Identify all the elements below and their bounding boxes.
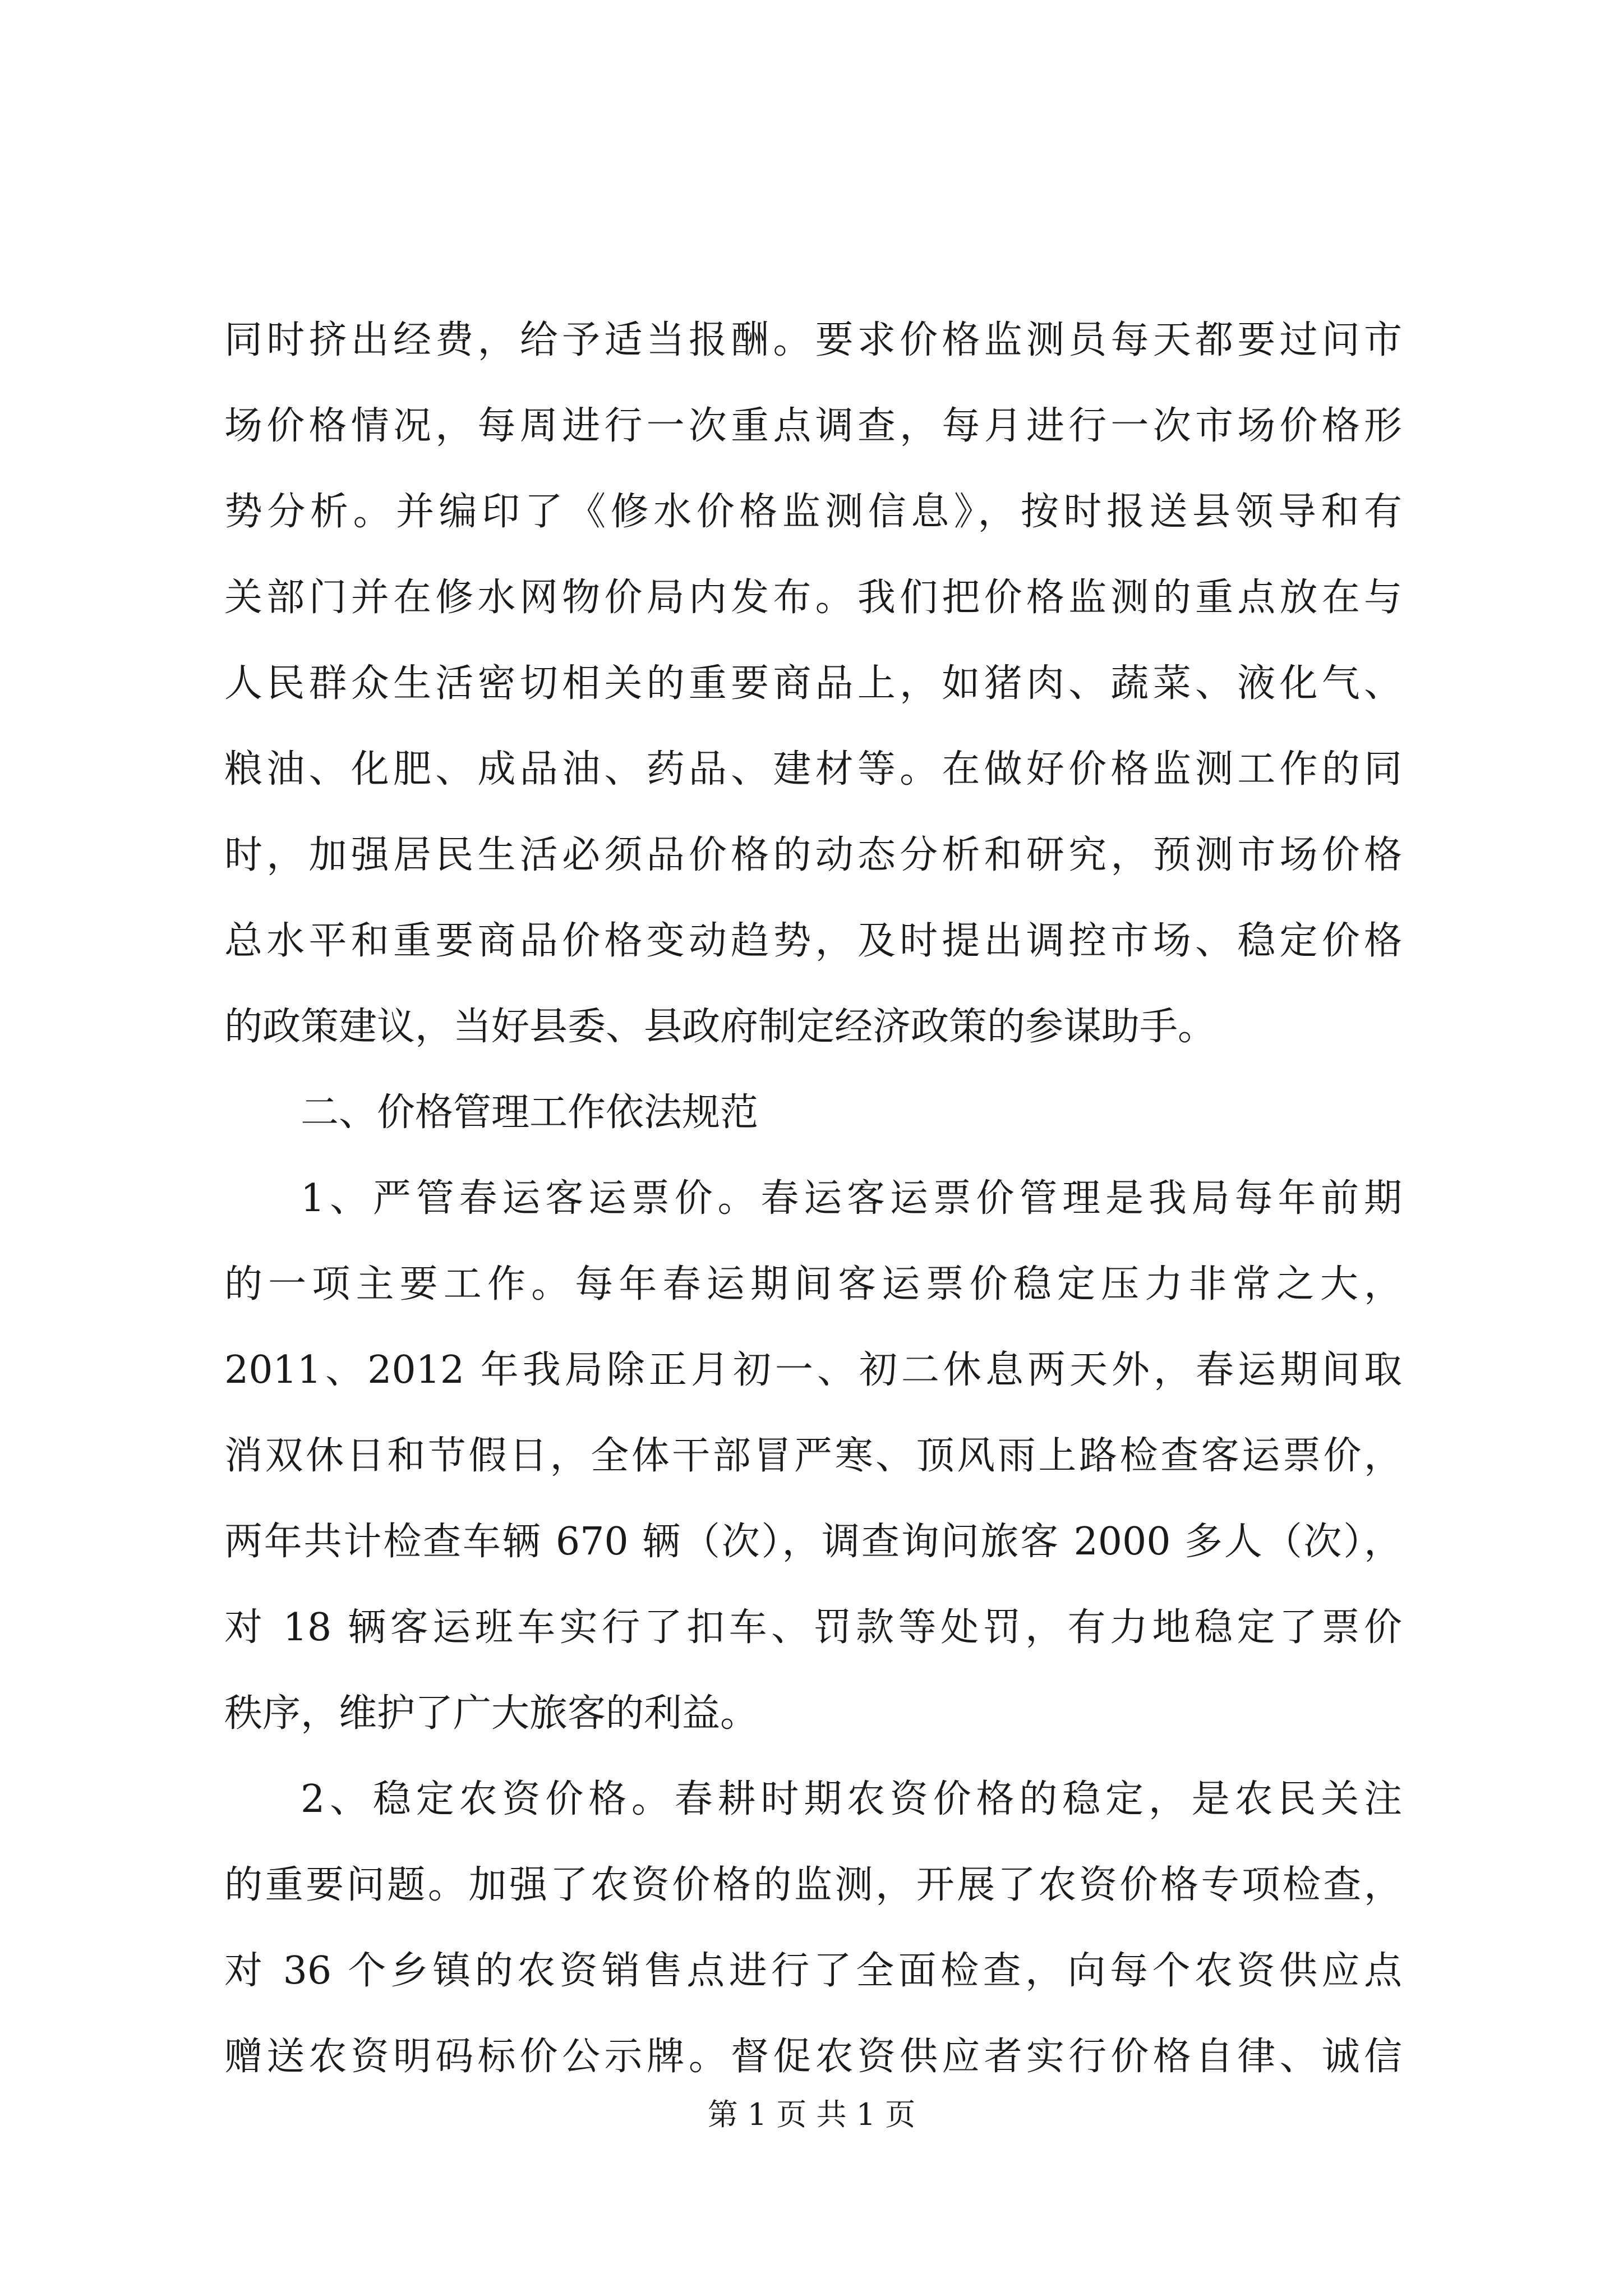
paragraph-line: 2011、2012 年我局除正月初一、初二休息两天外，春运期间取 (224, 1348, 1402, 1392)
paragraph-line: 2、稳定农资价格。春耕时期农资价格的稳定，是农民关注 (301, 1777, 1402, 1821)
paragraph-line: 关部门并在修水网物价局内发布。我们把价格监测的重点放在与 (224, 576, 1402, 620)
paragraph-line: 消双休日和节假日，全体干部冒严寒、顶风雨上路检查客运票价， (224, 1434, 1402, 1478)
paragraph-line: 势分析。并编印了《修水价格监测信息》，按时报送县领导和有 (224, 490, 1402, 534)
paragraph-line: 人民群众生活密切相关的重要商品上，如猪肉、蔬菜、液化气、 (224, 661, 1402, 706)
paragraph-line: 场价格情况，每周进行一次重点调查，每月进行一次市场价格形 (224, 404, 1402, 448)
paragraph-line: 的重要问题。加强了农资价格的监测，开展了农资价格专项检查， (224, 1863, 1402, 1907)
paragraph-line: 时，加强居民生活必须品价格的动态分析和研究，预测市场价格 (224, 833, 1402, 877)
section-heading: 二、价格管理工作依法规范 (301, 1091, 759, 1135)
paragraph-line: 的一项主要工作。每年春运期间客运票价稳定压力非常之大， (224, 1262, 1402, 1306)
paragraph-line: 对 36 个乡镇的农资销售点进行了全面检查，向每个农资供应点 (224, 1949, 1402, 1993)
paragraph-line: 1、严管春运客运票价。春运客运票价管理是我局每年前期 (301, 1176, 1402, 1221)
page-footer: 第 1 页 共 1 页 (707, 2097, 916, 2132)
document-body (224, 297, 1402, 2100)
paragraph-line: 的政策建议，当好县委、县政府制定经济政策的参谋助手。 (224, 1005, 1216, 1049)
paragraph-line: 粮油、化肥、成品油、药品、建材等。在做好价格监测工作的同 (224, 747, 1402, 792)
paragraph-line: 赠送农资明码标价公示牌。督促农资供应者实行价格自律、诚信 (224, 2035, 1402, 2079)
paragraph-line: 总水平和重要商品价格变动趋势，及时提出调控市场、稳定价格 (224, 919, 1402, 963)
paragraph-line: 两年共计检查车辆 670 辆（次），调查询问旅客 2000 多人（次）， (224, 1520, 1402, 1564)
paragraph-line: 对 18 辆客运班车实行了扣车、罚款等处罚，有力地稳定了票价 (224, 1605, 1402, 1650)
paragraph-line: 同时挤出经费，给予适当报酬。要求价格监测员每天都要过问市 (224, 318, 1402, 362)
paragraph-line: 秩序，维护了广大旅客的利益。 (224, 1691, 759, 1736)
